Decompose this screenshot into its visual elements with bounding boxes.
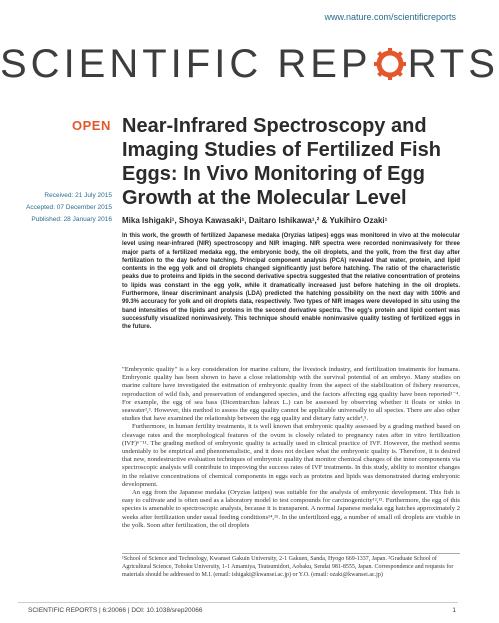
footer-citation: SCIENTIFIC REPORTS | 6:20066 | DOI: 10.1038/srep20066: [28, 607, 203, 614]
journal-url[interactable]: www.nature.com/scientificreports: [324, 12, 456, 22]
footer-divider: [18, 602, 458, 603]
article-title: Near-Infrared Spectroscopy and Imaging Studies of Fertilized Fish Eggs: In Vivo Monitoring of Egg Growth at the Molecular Level: [122, 115, 441, 209]
body-paragraph-1: "Embryonic quality" is a key consideration for marine culture, the livestock industry, and fertilization treatments for humans. Embryonic quality has been shown to have a close relationship with the survival potential of an embryo. Many studies on marine culture have investigated the estimation of embryonic quality from the aspect of the stabilization of fishery resources, reproduction of wild fish, and preservation of endangered species, and the factors affecting egg quality have been reported¹⁻⁴. For example, the egg of sea bass (Dicentrarchus labrax L.) can be assessed by observing whether it floats or sinks in seawater²,³. However, this method to assess the egg quality cannot be applicable universally to all species. There are also other studies that have examined the relationship between the egg quality and dietary fatty acids⁴,⁵.: [122, 366, 460, 423]
article-abstract: In this work, the growth of fertilized Japanese medaka (Oryzias latipes) eggs was monitored in vivo at the molecular level using near-infrared (NIR) spectroscopy and NIR imaging. NIR spectra were recorded noninvasively for three major parts of a fertilized medaka egg, the embryonic body, the oil droplets, and the yolk, from the first day after fertilization to the day before hatching. Principal component analysis (PCA) revealed that water, protein, and lipid contents in the egg yolk and oil droplets changed significantly just before hatching. The ratio of the characteristic peaks due to proteins and lipids in the second derivative spectra suggested that the relative concentration of proteins to lipids was constant in the egg yolk, while it dramatically increased just before hatching in the oil droplets. Furthermore, linear discriminant analysis (LDA) predicted the hatching possibility on the next day with 100% and 99.3% accuracy for yolk and oil droplets data, respectively. Two types of NIR images were developed in situ using the band intensities of the lipids and proteins in the second derivative spectra. The egg's protein and lipid content was successfully visualized noninvasively. This technique should enable noninvasive quality testing of fertilized eggs in the future.: [122, 233, 460, 331]
published-date: Published: 28 January 2016: [31, 216, 112, 223]
affiliation-divider: [122, 553, 460, 554]
article-dates: [0, 190, 112, 226]
article-authors: Mika Ishigaki¹, Shoya Kawasaki¹, Daitaro Ishikawa¹,² & Yukihiro Ozaki¹: [122, 216, 388, 225]
received-date: Received: 21 July 2015: [44, 192, 112, 199]
affiliations: ¹School of Science and Technology, Kwansei Gakuin University, 2-1 Gakuen, Sanda, Hyogo 669-1337, Japan. ²Graduate School of Agricultural Science, Tohoku University, 1-1 Amamiya, Tsutsumidori, Aobaku, Sendai 981-8555, Japan. Correspondence and requests for materials should be addressed to M.I. (email: ishigaki@kwansei.ac.jp) or Y.O. (email: ozaki@kwansei.ac.jp): [122, 556, 454, 578]
gear-o-icon: [374, 48, 406, 80]
page-number: 1: [452, 607, 456, 614]
open-access-label: OPEN: [72, 118, 111, 133]
accepted-date: Accepted: 07 December 2015: [26, 204, 112, 211]
body-paragraph-3: An egg from the Japanese medaka (Oryzias latipes) was suitable for the analysis of embryonic development. This fish is easy to cultivate and is often used as a laboratory model to test compounds for carcinogenicity¹²,¹³. Furthermore, the egg of this species is amenable to spectroscopic analysis, because it is transparent. A normal Japanese medaka egg hatches approximately 2 weeks after fertilization under usual feeding conditions¹⁴,¹⁵. In the unfertilized egg, a number of small oil droplets are visible in the yolk. Soon after fertilization, the oil droplets: [122, 489, 460, 529]
body-paragraph-2: Furthermore, in human fertility treatments, it is well known that embryonic quality assessed by a grading method based on cleavage rates and the morphological features of the ovum is closely related to pregnancy rates after in vitro fertilization (IVF)⁶⁻¹¹. The grading method of embryonic quality is actually used in clinical practice of IVF. However, the method seems undeniably to be empirical and phenomenalistic, and it does not declare what the embryonic quality is. Therefore, it is desired that new, nondestructive evaluation techniques of embryonic quality that monitor chemical changes of the inner components via spectroscopic analysis will contribute to improving the success rates of IVF treatments. In this study, ability to monitor changes in the relative concentrations of chemical components in eggs such as proteins and lipids was demonstrated during embryonic development.: [122, 423, 460, 488]
article-body: [122, 366, 460, 530]
masthead-part2: RTS: [407, 42, 499, 86]
masthead-part1: SCIENTIFIC REP: [0, 42, 372, 86]
page-footer: [0, 602, 474, 623]
journal-masthead: [0, 42, 499, 86]
